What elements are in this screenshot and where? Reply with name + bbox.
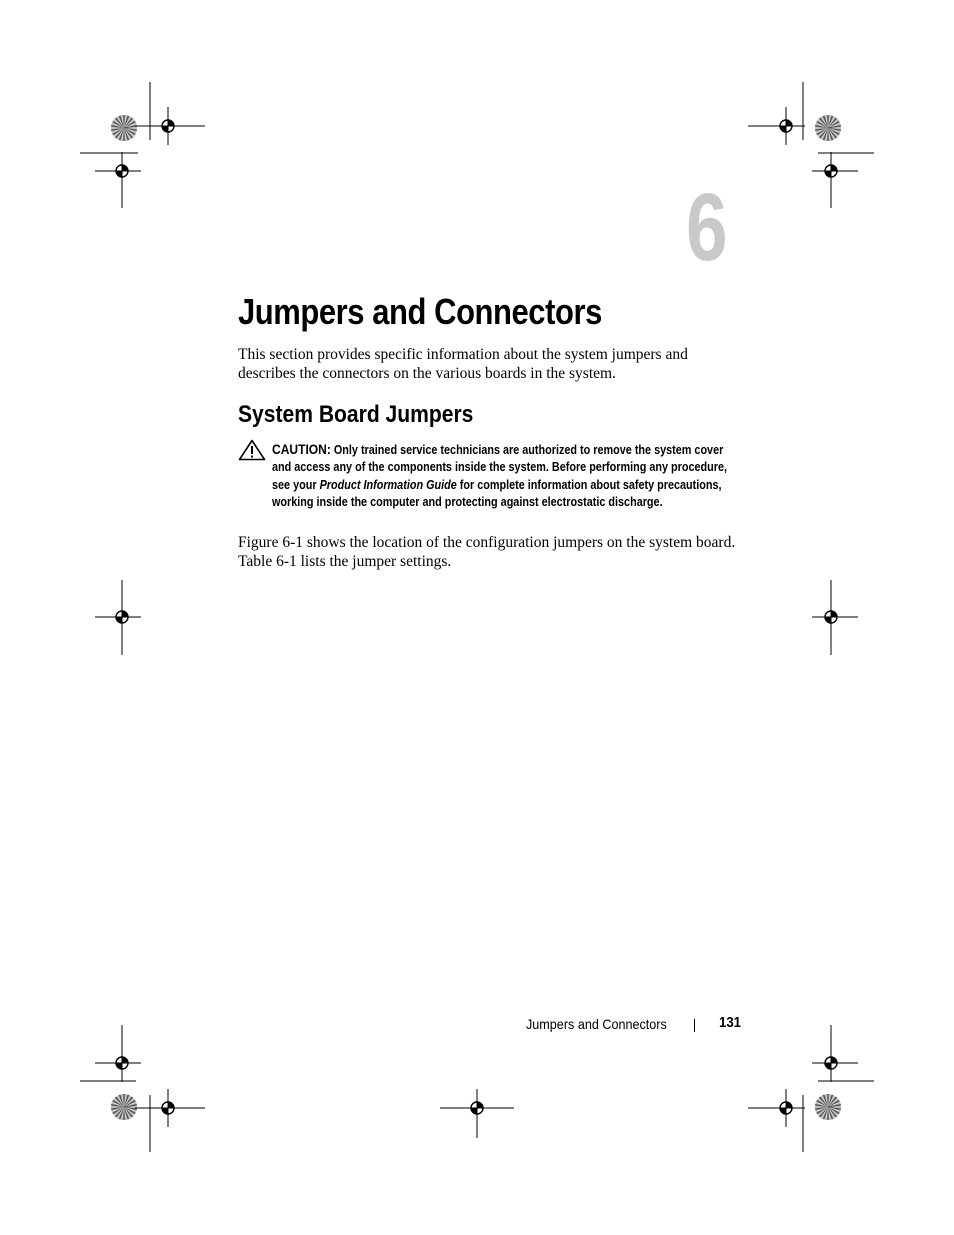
starburst-target-icon [815, 1094, 841, 1120]
footer-separator [694, 1019, 695, 1032]
starburst-target-icon [111, 115, 137, 141]
warning-triangle-icon [238, 439, 266, 461]
body-paragraph: Figure 6-1 shows the location of the configuration jumpers on the system board. Table 6-1 lists the jumper settings. [238, 534, 736, 570]
chapter-number: 6 [686, 174, 728, 281]
page-title: Jumpers and Connectors [238, 291, 602, 332]
guide-title: Product Information Guide [319, 477, 457, 492]
caution-label: CAUTION: [272, 441, 331, 457]
caution-note [272, 441, 736, 511]
footer-running-title: Jumpers and Connectors [526, 1016, 667, 1032]
section-heading: System Board Jumpers [238, 401, 474, 428]
starburst-target-icon [111, 1094, 137, 1120]
caution-text-before: Only trained service technicians are authorized to remove the system cover and access any of the components inside the system. Before performing any procedure, see your [272, 443, 728, 492]
starburst-target-icon [815, 115, 841, 141]
page-number: 131 [719, 1014, 742, 1031]
intro-paragraph: This section provides specific information about the system jumpers and describes the connectors on the various boards in the system. [238, 346, 688, 382]
caution-text-after: for complete information about safety precautions, working inside the computer and protecting against electrostatic discharge. [272, 477, 722, 509]
